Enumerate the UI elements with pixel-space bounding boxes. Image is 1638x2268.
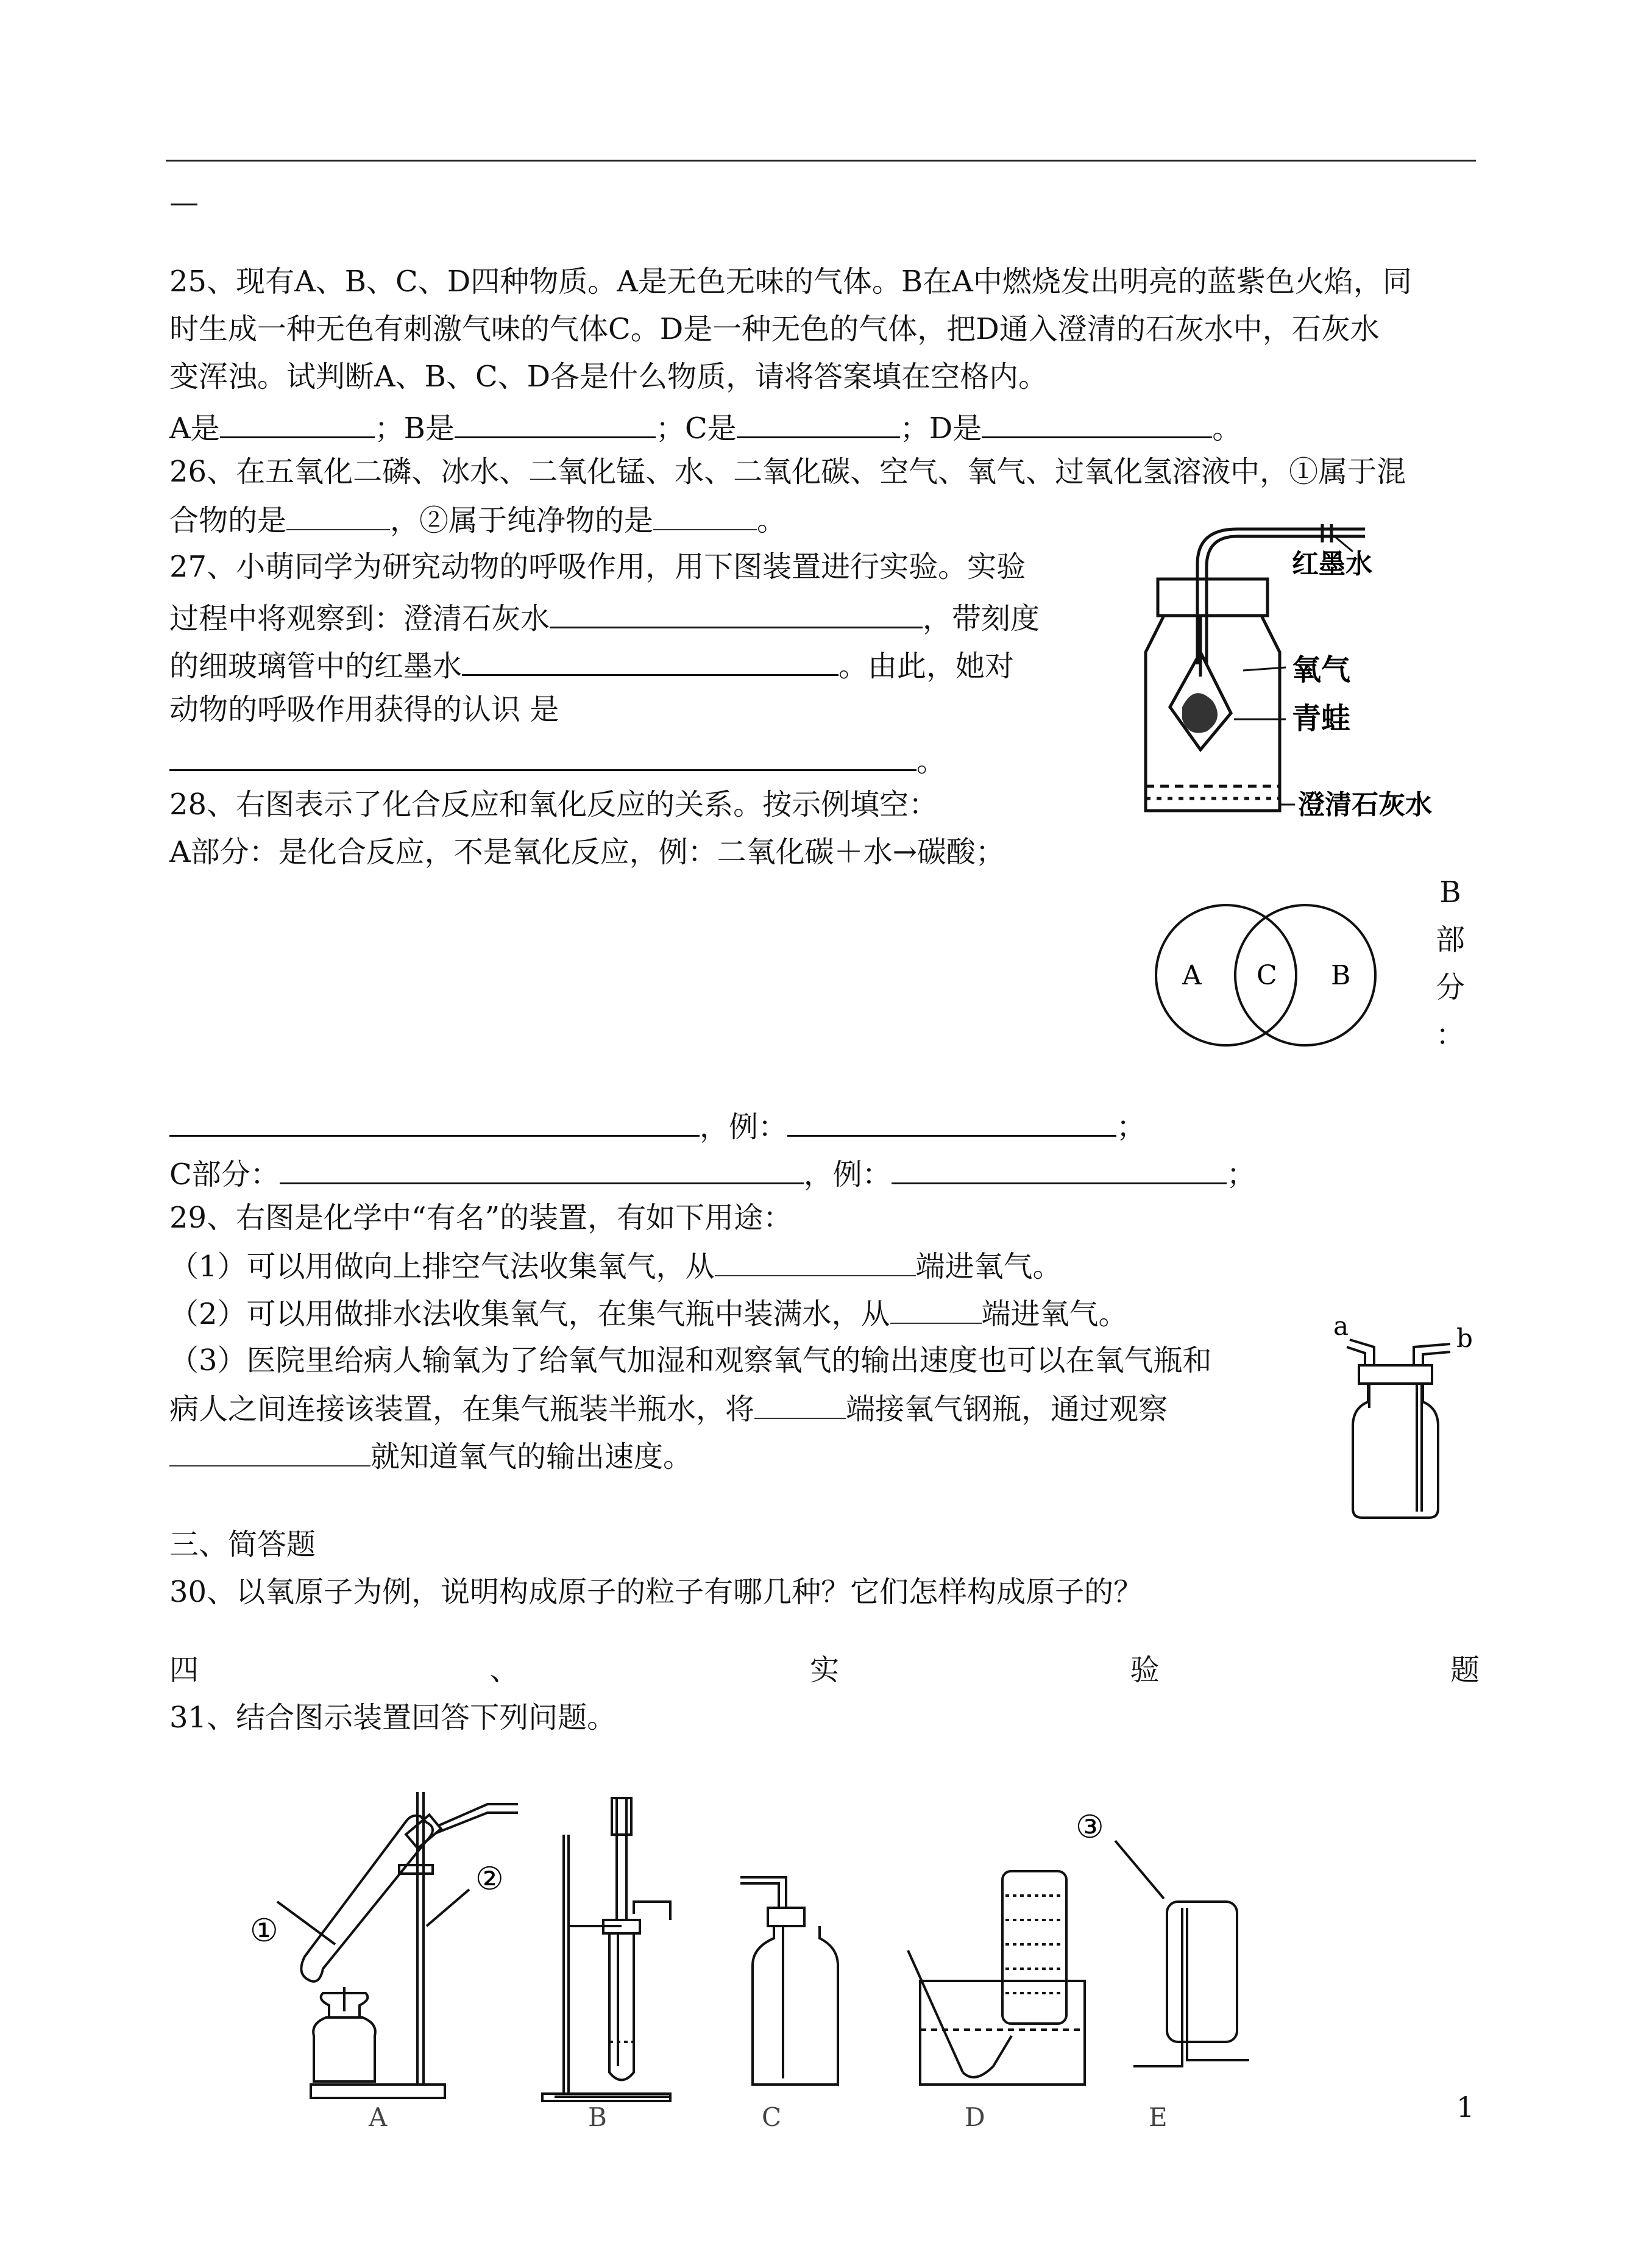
q29-line6 bbox=[169, 1436, 692, 1476]
q29-label-a: a bbox=[1333, 1311, 1349, 1341]
q28-b-answer-line bbox=[169, 1103, 1146, 1146]
q27-line1: 27、小萌同学为研究动物的呼吸作用，用下图装置进行实验。实验 bbox=[169, 550, 1026, 584]
q27-blank-conclusion[interactable] bbox=[169, 738, 916, 771]
q25-b-label: ；B是 bbox=[374, 411, 455, 446]
q28-c-label: C部分： bbox=[169, 1157, 280, 1192]
q26-mixture-label: 合物的是 bbox=[169, 503, 287, 538]
q29-item3-end: 就知道氧气的输出速度。 bbox=[370, 1440, 693, 1474]
q28-side-fen: 分 bbox=[1435, 970, 1465, 1004]
q28-line2: A部分：是化合反应，不是氧化反应，例：二氧化碳＋水→碳酸； bbox=[169, 835, 1005, 869]
q29-item2-text: （2）可以用做排水法收集氧气，在集气瓶中装满水，从 bbox=[169, 1297, 890, 1331]
q31-label-a: A bbox=[369, 2102, 388, 2132]
section4-title bbox=[169, 1651, 1480, 1690]
q25-blank-d[interactable] bbox=[982, 405, 1212, 438]
q28-blank-b-desc[interactable] bbox=[169, 1103, 700, 1137]
q28-blank-c-example[interactable] bbox=[892, 1151, 1227, 1184]
q25-line3: 变浑浊。试判断A、B、C、D各是什么物质，请将答案填在空格内。 bbox=[169, 360, 1048, 394]
q25-c-label: ；C是 bbox=[655, 411, 737, 446]
q31-label-d: D bbox=[965, 2102, 985, 2132]
section4-char-4: 验 bbox=[1130, 1653, 1160, 1687]
q25-d-label: ；D是 bbox=[899, 411, 982, 446]
q29-item3-text: 病人之间连接该装置，在集气瓶装半瓶水，将 bbox=[169, 1392, 755, 1426]
q26-line1: 26、在五氧化二磷、冰水、二氧化锰、水、二氧化碳、空气、氧气、过氧化氢溶液中，①属于混 bbox=[169, 455, 1406, 489]
q29-line5 bbox=[169, 1388, 1168, 1429]
q27-limewater-label: 过程中将观察到：澄清石灰水 bbox=[169, 602, 550, 636]
header-rule bbox=[166, 160, 1476, 162]
q27-redink-label: 的细玻璃管中的红墨水 bbox=[169, 649, 463, 683]
q27-blank-limewater[interactable] bbox=[550, 595, 923, 628]
q29-item2-end: 端进氧气。 bbox=[981, 1297, 1128, 1331]
venn-label-a: A bbox=[1182, 960, 1202, 991]
q31-text: 31、结合图示装置回答下列问题。 bbox=[169, 1701, 617, 1735]
q28-c-example-label: ，例： bbox=[803, 1157, 892, 1192]
q27-line4: 动物的呼吸作用获得的认识 是 bbox=[169, 692, 559, 727]
q28-blank-b-example[interactable] bbox=[787, 1103, 1116, 1137]
section4-char-3: 实 bbox=[809, 1653, 839, 1687]
q29-item3-mid: 端接氧气钢瓶，通过观察 bbox=[846, 1392, 1168, 1426]
q28-venn-diagram bbox=[1152, 896, 1383, 1054]
q27-end: 。 bbox=[916, 744, 946, 778]
q27-conclusion-lead: 。由此，她对 bbox=[838, 649, 1015, 683]
q28-b-semi: ； bbox=[1116, 1110, 1146, 1144]
q27-label-oxygen: 氧气 bbox=[1292, 653, 1351, 687]
q25-blank-b[interactable] bbox=[455, 405, 656, 438]
q26-blank-pure[interactable] bbox=[653, 500, 757, 530]
q28-line1: 28、右图表示了化合反应和氧化反应的关系。按示例填空： bbox=[169, 787, 938, 822]
q29-item1-text: （1）可以用做向上排空气法收集氧气，从 bbox=[169, 1250, 715, 1284]
q30-text: 30、以氧原子为例，说明构成原子的粒子有哪几种？它们怎样构成原子的？ bbox=[169, 1575, 1143, 1609]
q28-side-label bbox=[1432, 869, 1469, 1059]
q28-blank-c-desc[interactable] bbox=[280, 1151, 804, 1184]
q29-line4: （3）医院里给病人输氧为了给氧气加湿和观察氧气的输出速度也可以在氧气瓶和 bbox=[169, 1343, 1212, 1378]
q27-label-limewater: 澄清石灰水 bbox=[1298, 789, 1432, 820]
section3-title: 三、简答题 bbox=[169, 1527, 316, 1562]
q29-blank-3[interactable] bbox=[754, 1388, 846, 1419]
q25-blank-c[interactable] bbox=[737, 405, 900, 438]
q25-end: 。 bbox=[1212, 411, 1242, 446]
q27-label-frog: 青蛙 bbox=[1292, 702, 1351, 736]
q28-side-b: B bbox=[1439, 875, 1461, 909]
q26-blank-mixture[interactable] bbox=[286, 500, 390, 530]
q31-label-e: E bbox=[1149, 2102, 1168, 2132]
q27-frog-apparatus-figure bbox=[1121, 518, 1450, 823]
q29-gas-bottle-figure bbox=[1322, 1310, 1481, 1530]
q29-blank-2[interactable] bbox=[890, 1293, 982, 1324]
q27-label-redink: 红墨水 bbox=[1292, 549, 1372, 580]
q29-line2 bbox=[169, 1246, 1062, 1286]
header-dash: — bbox=[169, 185, 199, 219]
q25-a-label: A是 bbox=[169, 411, 220, 446]
q29-blank-4[interactable] bbox=[169, 1436, 370, 1466]
q31-label-circle3: ③ bbox=[1076, 1809, 1104, 1846]
section4-char-2: 、 bbox=[489, 1653, 519, 1687]
q31-apparatus-figure bbox=[244, 1780, 1280, 2133]
q31-label-b: B bbox=[588, 2102, 607, 2132]
q28-side-colon: ： bbox=[1435, 1018, 1465, 1052]
page-number: 1 bbox=[1456, 2091, 1475, 2124]
q31-label-circle2: ② bbox=[475, 1861, 504, 1897]
q27-line5 bbox=[169, 738, 946, 781]
q25-answer-line bbox=[169, 405, 1241, 448]
q28-side-bu: 部 bbox=[1435, 923, 1465, 957]
section4-char-5: 题 bbox=[1450, 1653, 1480, 1687]
q27-line2 bbox=[169, 595, 1040, 638]
q28-c-answer-line bbox=[169, 1151, 1256, 1194]
venn-label-c: C bbox=[1257, 960, 1277, 991]
q27-blank-redink[interactable] bbox=[462, 642, 838, 676]
q28-b-example-label: ，例： bbox=[700, 1110, 788, 1144]
q31-label-c: C bbox=[762, 2102, 782, 2132]
q25-line2: 时生成一种无色有刺激气味的气体C。D是一种无色的气体，把D通入澄清的石灰水中，石灰水 bbox=[169, 312, 1380, 346]
q29-line1: 29、右图是化学中“有名”的装置，有如下用途： bbox=[169, 1201, 793, 1235]
q29-line3 bbox=[169, 1293, 1128, 1334]
q26-end: 。 bbox=[757, 503, 787, 538]
q27-line3 bbox=[169, 642, 1014, 686]
q29-blank-1[interactable] bbox=[715, 1246, 916, 1276]
q26-pure-label: ，②属于纯净物的是 bbox=[390, 503, 654, 538]
q29-label-b: b bbox=[1456, 1323, 1473, 1353]
q31-label-circle1: ① bbox=[250, 1913, 278, 1949]
q26-line2 bbox=[169, 500, 786, 540]
section4-char-1: 四 bbox=[169, 1653, 199, 1687]
q25-blank-a[interactable] bbox=[220, 405, 375, 438]
venn-label-b: B bbox=[1331, 960, 1351, 991]
q29-item1-end: 端进氧气。 bbox=[915, 1250, 1062, 1284]
q28-c-semi: ； bbox=[1226, 1157, 1256, 1192]
q25-line1: 25、现有A、B、C、D四种物质。A是无色无味的气体。B在A中燃烧发出明亮的蓝紫色火焰，同 bbox=[169, 265, 1412, 299]
q27-scale-label: ，带刻度 bbox=[923, 602, 1040, 636]
